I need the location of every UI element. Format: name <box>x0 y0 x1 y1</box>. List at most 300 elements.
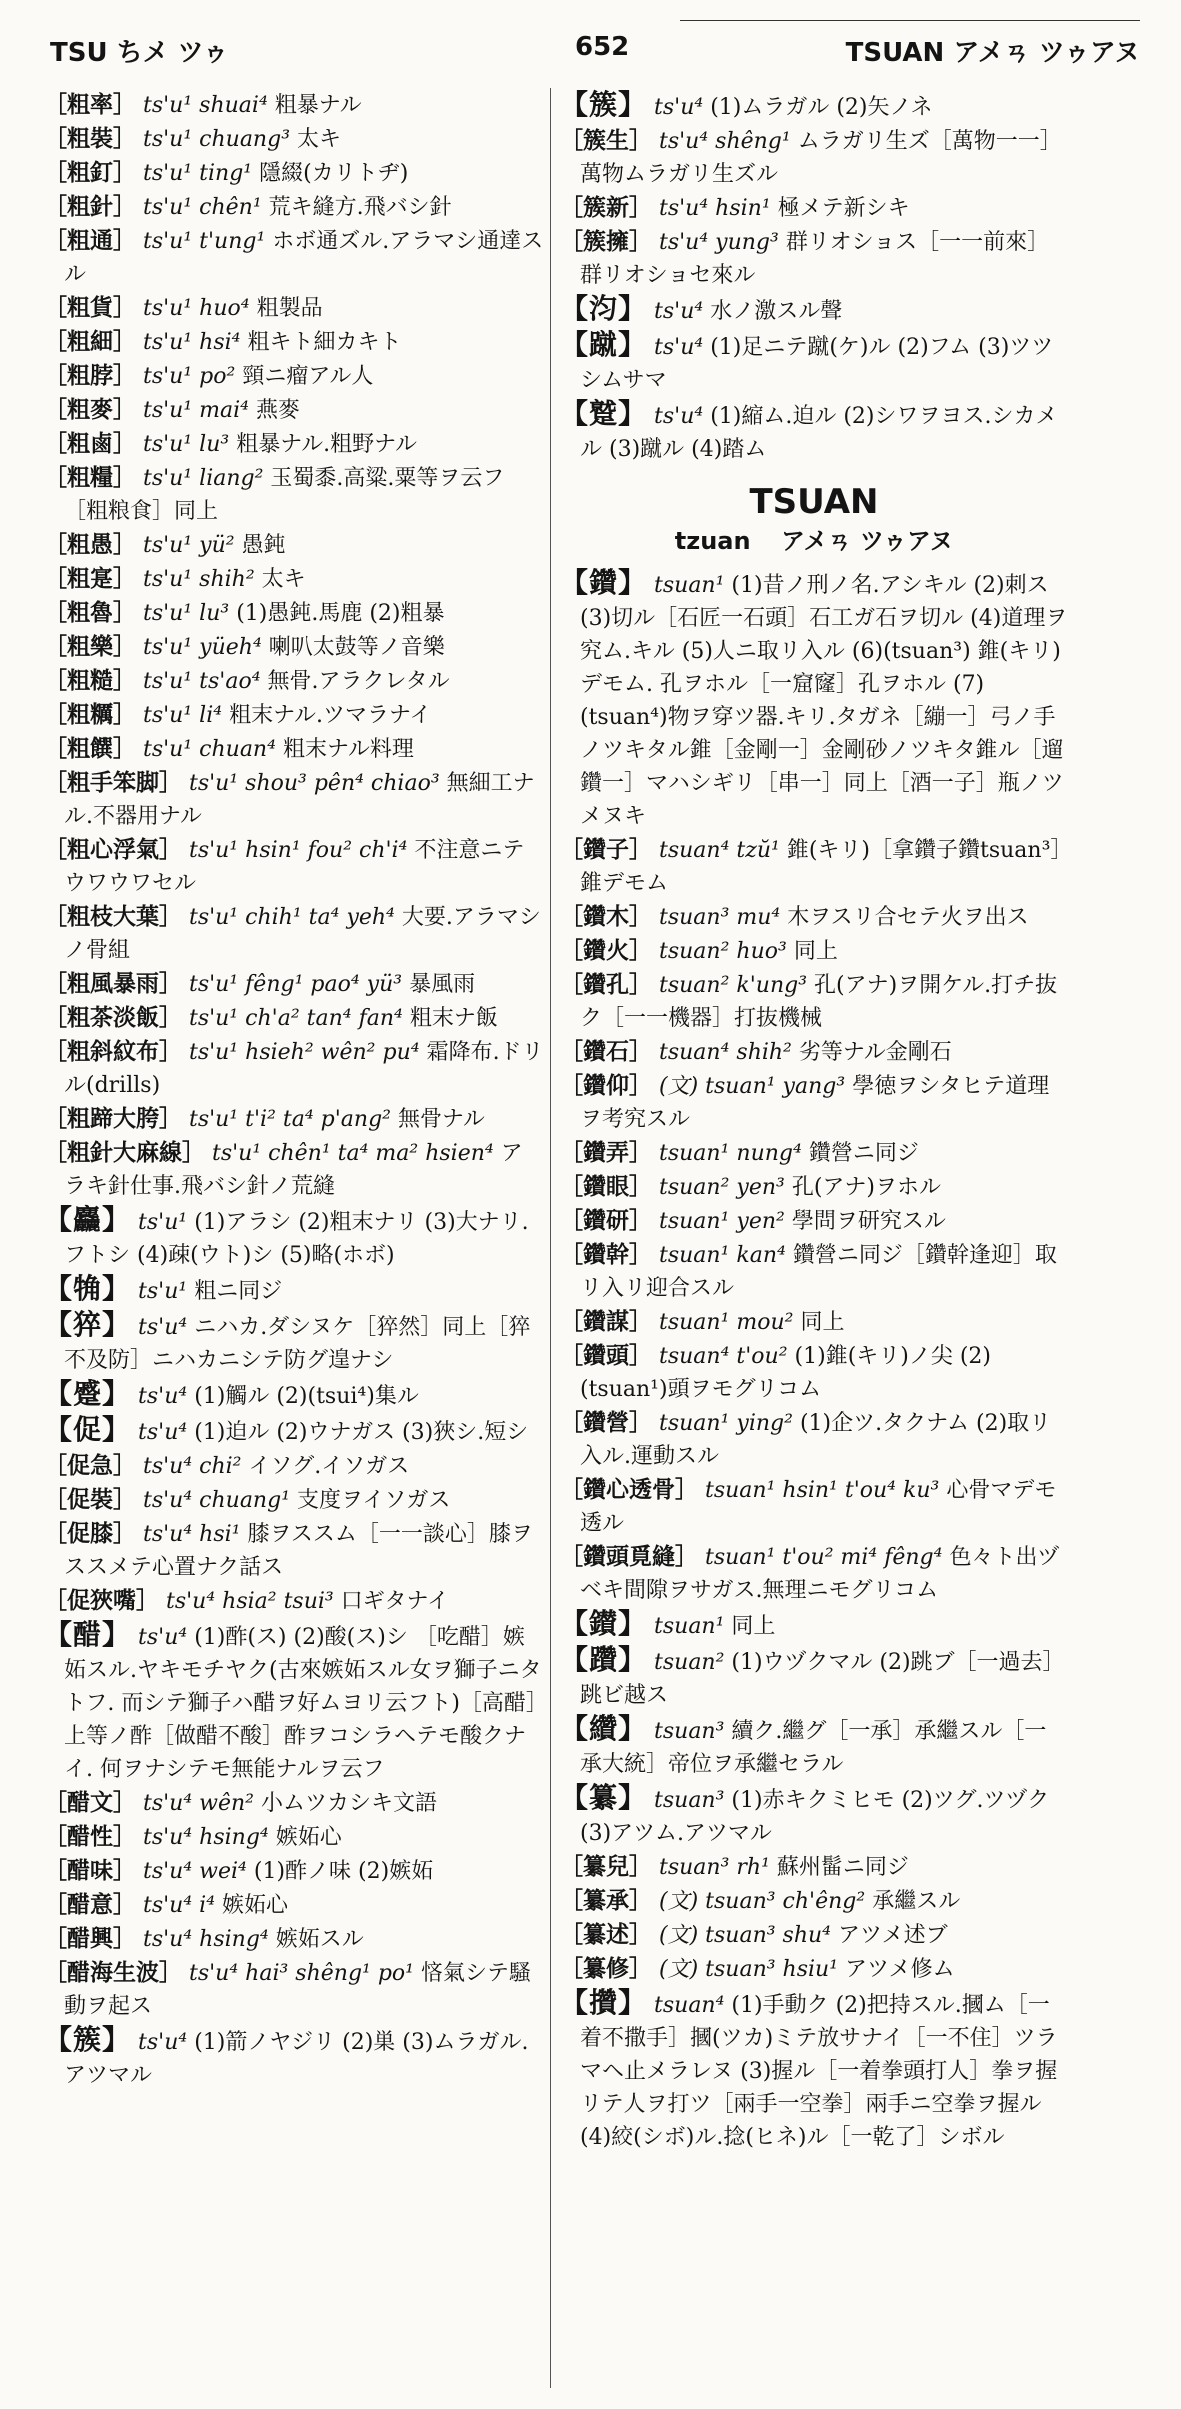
entry-romanization: tsuan¹ hsin¹ t'ou⁴ ku³ <box>705 1478 940 1503</box>
entry-definition: 嫉妬心 <box>275 1825 342 1850</box>
entry-romanization: ts'u⁴ wei⁴ <box>143 1859 247 1884</box>
entry-headword: ［醋味］ <box>44 1857 136 1884</box>
entry-definition: ムラガリ生ズ［萬物一一］萬物ムラガリ生ズル <box>580 129 1062 187</box>
entry-headword: 【纘】 <box>560 1712 648 1745</box>
entry-definition: 水ノ激スル聲 <box>710 299 843 324</box>
entry-headword: 【蹙】 <box>44 1377 132 1410</box>
entry-headword: ［醋興］ <box>44 1925 136 1952</box>
right-entries-tsuan <box>560 566 1068 2154</box>
entry-romanization: ts'u¹ yüeh⁴ <box>143 635 262 660</box>
entry-romanization: ts'u¹ huo⁴ <box>143 296 250 321</box>
entry-definition: 續ク.繼グ［一承］承繼スル［一承大統］帝位ヲ承繼セラル <box>580 1719 1047 1777</box>
entry-definition: 極メテ新シキ <box>777 196 910 221</box>
entry-headword: ［粗糲］ <box>44 701 136 728</box>
header-rule <box>680 20 1140 21</box>
entry-headword: ［粗魯］ <box>44 599 136 626</box>
dictionary-entry <box>560 934 1068 968</box>
entry-headword: ［簇生］ <box>560 127 652 154</box>
dictionary-entry <box>44 1854 544 1888</box>
entry-headword: ［粗饌］ <box>44 735 136 762</box>
entry-headword: 【簇】 <box>560 88 648 121</box>
entry-romanization: ts'u¹ shuai⁴ <box>143 93 268 118</box>
entry-romanization: ts'u⁴ yung³ <box>659 230 779 255</box>
entry-headword: ［促裝］ <box>44 1486 136 1513</box>
entry-headword: ［粗率］ <box>44 91 136 118</box>
entry-definition: (1)觸ル (2)(tsui⁴)集ル <box>194 1384 419 1409</box>
dictionary-entry <box>44 1786 544 1820</box>
entry-romanization: ts'u⁴ <box>654 404 704 429</box>
entry-headword: ［粗風暴雨］ <box>44 970 182 997</box>
dictionary-entry <box>44 156 544 190</box>
entry-headword: ［醋海生波］ <box>44 1959 182 1986</box>
entry-romanization: (文) tsuan³ shu⁴ <box>659 1923 832 1948</box>
dictionary-entry <box>560 1643 1068 1712</box>
entry-definition: (1)アラシ (2)粗末ナリ (3)大ナリ.フトシ (4)疎(ウト)シ (5)略(ホボ) <box>64 1210 529 1268</box>
dictionary-entry <box>44 698 544 732</box>
entry-romanization: tsuan¹ yen² <box>659 1209 785 1234</box>
entry-headword: ［粗手笨脚］ <box>44 769 182 796</box>
entry-romanization: ts'u¹ lu³ <box>143 432 230 457</box>
page-number: 652 <box>575 32 630 62</box>
entry-romanization: tsuan³ rh¹ <box>659 1855 770 1880</box>
dictionary-entry <box>560 1305 1068 1339</box>
column-divider <box>550 88 551 2388</box>
entry-definition: 頸ニ瘤アル人 <box>242 364 374 389</box>
entry-headword: ［粗樂］ <box>44 633 136 660</box>
entry-definition: 隱綴(カリトヂ) <box>259 161 409 186</box>
entry-romanization: tsuan² huo³ <box>659 939 787 964</box>
entry-romanization: (文) tsuan¹ yang³ <box>659 1074 846 1099</box>
dictionary-entry <box>44 1272 544 1308</box>
dictionary-entry <box>44 427 544 461</box>
entry-definition: 鑽營ニ同ジ［鑽幹逢迎］取リ入リ迎合スル <box>580 1243 1057 1301</box>
dictionary-entry <box>44 2023 544 2092</box>
entry-headword: ［粗細］ <box>44 328 136 355</box>
entry-headword: 【躦】 <box>560 1643 648 1676</box>
entry-definition: 粗暴ナル.粗野ナル <box>236 432 417 457</box>
dictionary-entry <box>44 1956 544 2023</box>
header-right: TSUAN アメㄢ ツゥアヌ <box>845 38 1140 68</box>
entry-headword: ［鑽孔］ <box>560 971 652 998</box>
dictionary-entry <box>560 1986 1068 2154</box>
entry-headword: ［纂兒］ <box>560 1853 652 1880</box>
entry-romanization: ts'u¹ ch'a² tan⁴ fan⁴ <box>189 1006 403 1031</box>
entry-romanization: tsuan² yen³ <box>659 1175 785 1200</box>
entry-definition: イソグ.イソガス <box>248 1454 410 1479</box>
entry-headword: ［粗針大麻線］ <box>44 1139 205 1166</box>
dictionary-entry <box>560 900 1068 934</box>
entry-definition: アツメ述ブ <box>838 1923 948 1948</box>
dictionary-entry <box>44 393 544 427</box>
dictionary-entry <box>560 1712 1068 1781</box>
entry-headword: ［粗針］ <box>44 193 136 220</box>
entry-romanization: ts'u⁴ hai³ shêng¹ po¹ <box>189 1961 414 1986</box>
entry-definition: 無骨ナル <box>398 1107 485 1132</box>
entry-definition: (1)縮ム.迫ル (2)シワヲヨス.シカメル (3)蹴ル (4)踏ム <box>580 404 1058 462</box>
entry-definition: 荒キ縫方.飛バシ針 <box>268 195 452 220</box>
entry-headword: ［醋意］ <box>44 1891 136 1918</box>
dictionary-entry <box>44 732 544 766</box>
dictionary-entry <box>560 328 1068 397</box>
entry-romanization: tsuan¹ kan⁴ <box>659 1243 786 1268</box>
entry-romanization: tsuan¹ mou² <box>659 1310 794 1335</box>
entry-headword: 【蹴】 <box>560 328 648 361</box>
entry-definition: (1)赤キクミヒモ (2)ツグ.ツヅク (3)アツム.アツマル <box>580 1788 1050 1846</box>
dictionary-entry <box>560 1204 1068 1238</box>
entry-romanization: ts'u⁴ <box>138 1625 188 1650</box>
entry-headword: 【猝】 <box>44 1308 132 1341</box>
header-left: TSU ちメ ツゥ <box>50 38 229 68</box>
entry-headword: 【汮】 <box>560 292 648 325</box>
entry-headword: 【醋】 <box>44 1618 132 1651</box>
entry-definition: 太キ <box>261 567 306 592</box>
entry-definition: 粗末ナル料理 <box>282 737 414 762</box>
dictionary-entry <box>44 1413 544 1449</box>
entry-definition: 粗ニ同ジ <box>194 1279 283 1304</box>
entry-romanization: ts'u⁴ hsin¹ <box>659 196 771 221</box>
dictionary-entry <box>560 1035 1068 1069</box>
dictionary-entry <box>44 359 544 393</box>
entry-definition: 口ギタナイ <box>340 1589 449 1614</box>
entry-headword: ［粗鹵］ <box>44 430 136 457</box>
dictionary-entry <box>44 1203 544 1272</box>
entry-romanization: ts'u⁴ hsing⁴ <box>143 1825 269 1850</box>
entry-definition: 同上 <box>800 1310 845 1335</box>
dictionary-entry <box>44 461 544 528</box>
dictionary-entry <box>560 1339 1068 1406</box>
entry-headword: ［粗貨］ <box>44 294 136 321</box>
entry-romanization: (文) tsuan³ ch'êng² <box>659 1889 866 1914</box>
dictionary-entry <box>44 1377 544 1413</box>
dictionary-entry <box>560 1238 1068 1305</box>
entry-romanization: tsuan¹ <box>654 573 725 598</box>
dictionary-entry <box>44 1517 544 1584</box>
entry-headword: ［鑽頭］ <box>560 1342 652 1369</box>
dictionary-entry <box>560 292 1068 328</box>
entry-headword: ［鑽營］ <box>560 1409 652 1436</box>
entry-definition: 心骨マデモ透ル <box>580 1478 1057 1536</box>
entry-romanization: ts'u¹ <box>138 1210 188 1235</box>
dictionary-entry <box>44 291 544 325</box>
entry-definition: 大要.アラマシノ骨組 <box>64 905 541 963</box>
entry-definition: 色々ト出ヅベキ間隙ヲサガス.無理ニモグリコム <box>580 1545 1060 1603</box>
entry-definition: 小ムツカシキ文語 <box>261 1791 438 1816</box>
entry-headword: ［鑽心透骨］ <box>560 1476 698 1503</box>
dictionary-entry <box>560 1170 1068 1204</box>
entry-romanization: ts'u⁴ <box>138 1420 188 1445</box>
entry-headword: 【纂】 <box>560 1781 648 1814</box>
entry-definition: 嫉妬スル <box>275 1927 364 1952</box>
entry-definition: (1)迫ル (2)ウナガス (3)狹シ.短シ <box>194 1420 529 1445</box>
entry-headword: 【鑚】 <box>560 1607 648 1640</box>
entry-headword: ［粗枝大葉］ <box>44 903 182 930</box>
entry-romanization: ts'u¹ chuang³ <box>143 127 291 152</box>
entry-definition: (1)ムラガル (2)矢ノネ <box>710 95 933 120</box>
entry-romanization: tsuan⁴ shih² <box>659 1040 792 1065</box>
entry-romanization: tsuan³ <box>654 1788 725 1813</box>
entry-definition: 玉蜀黍.高粱.粟等ヲ云フ［粗粮食］同上 <box>64 466 505 524</box>
entry-romanization: ts'u⁴ chuang¹ <box>143 1488 291 1513</box>
entry-romanization: ts'u¹ chih¹ ta⁴ yeh⁴ <box>189 905 395 930</box>
entry-headword: ［粗心浮氣］ <box>44 836 182 863</box>
entry-romanization: ts'u⁴ i⁴ <box>143 1893 216 1918</box>
section-sub-kana: アメㄢ ツゥアヌ <box>780 526 954 555</box>
entry-romanization: ts'u¹ shou³ pên⁴ chiao³ <box>189 771 440 796</box>
dictionary-entry <box>560 566 1068 833</box>
entry-definition: 同上 <box>731 1614 776 1639</box>
entry-definition: 孔(アナ)ヲホル <box>791 1175 942 1200</box>
dictionary-entry <box>44 900 544 967</box>
entry-definition: 暴風雨 <box>409 972 476 997</box>
dictionary-entry <box>560 1136 1068 1170</box>
entry-definition: 無細工ナル.不器用ナル <box>64 771 535 829</box>
entry-definition: 粗末ナル.ツマラナイ <box>229 703 432 728</box>
entry-romanization: tsuan¹ nung⁴ <box>659 1141 802 1166</box>
entry-headword: ［鑽研］ <box>560 1207 652 1234</box>
entry-definition: 膝ヲススム［一一談心］膝ヲススメテ心置ナク話ス <box>64 1522 533 1580</box>
entry-romanization: tsuan⁴ tzŭ¹ <box>659 838 780 863</box>
dictionary-entry <box>44 1483 544 1517</box>
entry-romanization: tsuan² k'ung³ <box>659 973 808 998</box>
dictionary-entry <box>44 528 544 562</box>
dictionary-entry <box>560 1069 1068 1136</box>
entry-romanization: ts'u⁴ hsing⁴ <box>143 1927 269 1952</box>
entry-romanization: ts'u¹ li⁴ <box>143 703 223 728</box>
section-title: TSUAN <box>749 482 879 522</box>
entry-headword: ［纂修］ <box>560 1955 652 1982</box>
entry-romanization: ts'u¹ shih² <box>143 567 255 592</box>
entry-headword: ［鑽仰］ <box>560 1072 652 1099</box>
dictionary-entry <box>560 1540 1068 1607</box>
entry-definition: (1)錐(キリ)ノ尖 (2)(tsuan¹)頭ヲモグリコム <box>580 1344 992 1402</box>
entry-headword: ［粗糙］ <box>44 667 136 694</box>
entry-romanization: ts'u¹ lu³ <box>143 601 230 626</box>
dictionary-entry <box>44 766 544 833</box>
entry-headword: ［粗茶淡飯］ <box>44 1004 182 1031</box>
dictionary-entry <box>560 191 1068 225</box>
entry-romanization: ts'u⁴ <box>138 1384 188 1409</box>
entry-headword: ［鑽眼］ <box>560 1173 652 1200</box>
entry-headword: ［粗麥］ <box>44 396 136 423</box>
entry-headword: ［醋性］ <box>44 1823 136 1850</box>
entry-romanization: ts'u¹ liang² <box>143 466 264 491</box>
entry-headword: ［粗脖］ <box>44 362 136 389</box>
entry-romanization: ts'u¹ t'ung¹ <box>143 229 266 254</box>
right-column <box>560 88 1068 2388</box>
entry-romanization: ts'u¹ fêng¹ pao⁴ yü³ <box>189 972 403 997</box>
entry-definition: 嫉妬心 <box>222 1893 289 1918</box>
entry-definition: 蘇州髷ニ同ジ <box>776 1855 909 1880</box>
entry-romanization: ts'u¹ chuan⁴ <box>143 737 276 762</box>
entry-definition: 支度ヲイソガス <box>297 1488 451 1513</box>
entry-definition: 粗末ナ飯 <box>409 1006 498 1031</box>
entry-definition: 同上 <box>793 939 838 964</box>
entry-headword: ［促急］ <box>44 1452 136 1479</box>
entry-headword: 【觕】 <box>44 1272 132 1305</box>
entry-definition: アツメ修ム <box>845 1957 955 1982</box>
entry-headword: ［粗蹄大胯］ <box>44 1105 182 1132</box>
entry-headword: ［纂承］ <box>560 1887 652 1914</box>
dictionary-entry <box>560 1850 1068 1884</box>
entry-definition: 粗暴ナル <box>274 93 362 118</box>
entry-romanization: ts'u¹ hsieh² wên² pu⁴ <box>189 1040 420 1065</box>
dictionary-entry <box>560 225 1068 292</box>
dictionary-entry <box>44 1888 544 1922</box>
dictionary-entry <box>560 1473 1068 1540</box>
entry-definition: ホボ通ズル.アラマシ通達スル <box>64 229 544 287</box>
entry-headword: 【蹵】 <box>560 397 648 430</box>
entry-definition: (1)箭ノヤジリ (2)巣 (3)ムラガル.アツマル <box>64 2030 529 2088</box>
entry-romanization: ts'u¹ hsin¹ fou² ch'i⁴ <box>189 838 408 863</box>
dictionary-entry <box>560 833 1068 900</box>
entry-definition: 木ヲスリ合セテ火ヲ出ス <box>787 905 1029 930</box>
entry-headword: ［鑽弄］ <box>560 1139 652 1166</box>
entry-headword: 【鑽】 <box>560 566 648 599</box>
dictionary-entry <box>560 1607 1068 1643</box>
dictionary-entry <box>44 562 544 596</box>
entry-headword: ［醋文］ <box>44 1789 136 1816</box>
entry-headword: ［鑽火］ <box>560 937 652 964</box>
dictionary-entry <box>44 1035 544 1102</box>
entry-definition: (1)酢(ス) (2)酸(ス)シ ［吃醋］嫉妬スル.ヤキモチヤク(古來嫉妬スル女ヲ獅子ニタトフ. 而シテ獅子ハ醋ヲ好ムヨリ云フト)［高醋］上等ノ酢［做醋不酸］酢ヲコシラヘテモ酸クナイ. 何ヲナシテモ無能ナルヲ云フ <box>64 1625 542 1782</box>
entry-definition: 劣等ナル金剛石 <box>798 1040 952 1065</box>
entry-headword: ［鑽幹］ <box>560 1241 652 1268</box>
entry-definition: 群リオショス［一一前來］群リオショセ來ル <box>580 230 1050 288</box>
entry-romanization: ts'u¹ chên¹ ta⁴ ma² hsien⁴ <box>212 1141 494 1166</box>
entry-headword: 【麤】 <box>44 1203 132 1236</box>
entry-headword: ［粗糧］ <box>44 464 136 491</box>
entry-romanization: ts'u⁴ <box>654 95 704 120</box>
entry-definition: (1)昔ノ刑ノ名.アシキル (2)刺ス (3)切ル［石匠一石頭］石工ガ石ヲ切ル (4)道理ヲ究ム.キル (5)人ニ取リ入ル (6)(tsuan³) 錐(キリ)デモム. 孔ヲホル［一窟窿］孔ヲホル (7)(tsuan⁴)物ヲ穿ツ器.キリ.タガネ［繃一］弓ノ手ノツキタル錐［金剛一］金剛砂ノツキタ錐ル［遛鑽一］マハシギリ［串一］同上［酒一子］瓶ノツメヌキ <box>580 573 1068 829</box>
dictionary-entry <box>560 1952 1068 1986</box>
entry-definition: 鑽營ニ同ジ <box>808 1141 919 1166</box>
right-entries-tsu <box>560 88 1068 466</box>
entry-romanization: tsuan¹ <box>654 1614 725 1639</box>
dictionary-entry <box>44 88 544 122</box>
entry-definition: アラキ針仕事.飛バシ針ノ荒縫 <box>64 1141 523 1199</box>
entry-definition: 孔(アナ)ヲ開ケル.打チ抜ク［一一機器］打抜機械 <box>580 973 1058 1031</box>
entry-definition: (1)手動ク (2)把持スル.摑ム［一着不撒手］摑(ツカ)ミテ放サナイ［一不住］ツラマヘ止メラレヌ (3)握ル［一着拳頭打人］拳ヲ握リテ人ヲ打ツ［兩手一空拳］兩手ニ空拳ヲ握ル (4)絞(シボ)ル.捻(ヒネ)ル［一乾了］シボル <box>580 1993 1058 2150</box>
dictionary-entry <box>44 190 544 224</box>
dictionary-entry <box>560 1884 1068 1918</box>
entry-definition: 承繼スル <box>872 1889 961 1914</box>
entry-definition: 無骨.アラクレタル <box>267 669 450 694</box>
entry-headword: ［粗寔］ <box>44 565 136 592</box>
entry-romanization: tsuan⁴ <box>654 1993 725 2018</box>
entry-definition: 愚鈍 <box>241 533 286 558</box>
entry-definition: ニハカ.ダシヌケ［猝然］同上［猝不及防］ニハカニシテ防グ遑ナシ <box>64 1315 531 1373</box>
entry-definition: 學問ヲ研究スル <box>791 1209 946 1234</box>
entry-romanization: tsuan³ <box>654 1719 725 1744</box>
entry-romanization: ts'u¹ yü² <box>143 533 235 558</box>
entry-romanization: ts'u⁴ chi² <box>143 1454 242 1479</box>
entry-definition: (1)酢ノ味 (2)嫉妬 <box>253 1859 434 1884</box>
entry-romanization: ts'u¹ ts'ao⁴ <box>143 669 261 694</box>
dictionary-entry <box>44 1618 544 1786</box>
left-column <box>44 88 544 2388</box>
entry-definition: (1)足ニテ蹴(ケ)ル (2)フム (3)ツツシムサマ <box>580 335 1054 393</box>
entry-definition: (1)ウヅクマル (2)跳ブ［一過去］跳ビ越ス <box>580 1650 1065 1708</box>
entry-romanization: ts'u⁴ <box>654 335 704 360</box>
entry-headword: ［纂述］ <box>560 1921 652 1948</box>
entry-romanization: tsuan³ mu⁴ <box>659 905 781 930</box>
dictionary-entry <box>44 630 544 664</box>
entry-romanization: ts'u¹ po² <box>143 364 236 389</box>
entry-romanization: ts'u⁴ wên² <box>143 1791 254 1816</box>
section-sub-roman: tzuan <box>674 527 751 555</box>
entry-headword: 【促】 <box>44 1413 132 1446</box>
dictionary-entry <box>44 122 544 156</box>
entry-romanization: ts'u¹ mai⁴ <box>143 398 249 423</box>
dictionary-entry <box>44 967 544 1001</box>
entry-definition: 太キ <box>297 127 342 152</box>
entry-romanization: ts'u⁴ hsia² tsui³ <box>166 1589 334 1614</box>
entry-headword: ［粗通］ <box>44 227 136 254</box>
dictionary-entry <box>44 224 544 291</box>
dictionary-entry <box>44 596 544 630</box>
entry-headword: ［鑽頭覓縫］ <box>560 1543 698 1570</box>
entry-headword: ［鑽石］ <box>560 1038 652 1065</box>
entry-definition: 學徳ヲシタヒテ道理ヲ考究スル <box>580 1074 1050 1132</box>
entry-definition: 粗製品 <box>256 296 323 321</box>
entry-headword: ［簇擁］ <box>560 228 652 255</box>
entry-romanization: (文) tsuan³ hsiu¹ <box>659 1957 839 1982</box>
entry-romanization: ts'u¹ t'i² ta⁴ p'ang² <box>189 1107 391 1132</box>
entry-headword: ［粗釘］ <box>44 159 136 186</box>
entry-headword: ［粗斜紋布］ <box>44 1038 182 1065</box>
entry-definition: (1)企ツ.タクナム (2)取リ入ル.運動スル <box>580 1411 1052 1469</box>
dictionary-entry <box>44 1449 544 1483</box>
dictionary-entry <box>560 1406 1068 1473</box>
dictionary-entry <box>560 124 1068 191</box>
dictionary-entry <box>44 1001 544 1035</box>
dictionary-entry <box>44 1820 544 1854</box>
section-subtitle <box>560 524 1068 558</box>
entry-romanization: ts'u¹ hsi⁴ <box>143 330 241 355</box>
entry-romanization: ts'u⁴ <box>654 299 704 324</box>
dictionary-entry <box>560 1918 1068 1952</box>
entry-headword: ［促狹嘴］ <box>44 1587 159 1614</box>
entry-definition: 粗キト細カキト <box>247 330 402 355</box>
entry-headword: ［鑽子］ <box>560 836 652 863</box>
entry-romanization: ts'u¹ ting¹ <box>143 161 253 186</box>
entry-headword: 【攢】 <box>560 1986 648 2019</box>
entry-definition: 悋氣シテ騷動ヲ起ス <box>64 1961 531 2019</box>
page-header <box>40 18 1140 68</box>
entry-romanization: ts'u⁴ <box>138 2030 188 2055</box>
entry-headword: 【簇】 <box>44 2023 132 2056</box>
entry-romanization: ts'u⁴ <box>138 1315 188 1340</box>
entry-definition: 霜降布.ドリル(drills) <box>64 1040 544 1098</box>
dictionary-entry <box>44 664 544 698</box>
dictionary-entry <box>44 1922 544 1956</box>
entry-romanization: ts'u⁴ hsi¹ <box>143 1522 241 1547</box>
entry-definition: 喇叭太鼓等ノ音樂 <box>268 635 445 660</box>
entry-headword: ［鑽木］ <box>560 903 652 930</box>
dictionary-entry <box>44 325 544 359</box>
dictionary-entry <box>44 1136 544 1203</box>
entry-headword: ［簇新］ <box>560 194 652 221</box>
entry-romanization: tsuan¹ ying² <box>659 1411 793 1436</box>
dictionary-entry <box>44 1584 544 1618</box>
entry-romanization: tsuan¹ t'ou² mi⁴ fêng⁴ <box>705 1545 943 1570</box>
entry-definition: 燕麥 <box>256 398 301 423</box>
entry-headword: ［粗裝］ <box>44 125 136 152</box>
dictionary-entry <box>560 968 1068 1035</box>
entry-romanization: tsuan² <box>654 1650 725 1675</box>
entry-headword: ［鑽謀］ <box>560 1308 652 1335</box>
entry-headword: ［粗愚］ <box>44 531 136 558</box>
